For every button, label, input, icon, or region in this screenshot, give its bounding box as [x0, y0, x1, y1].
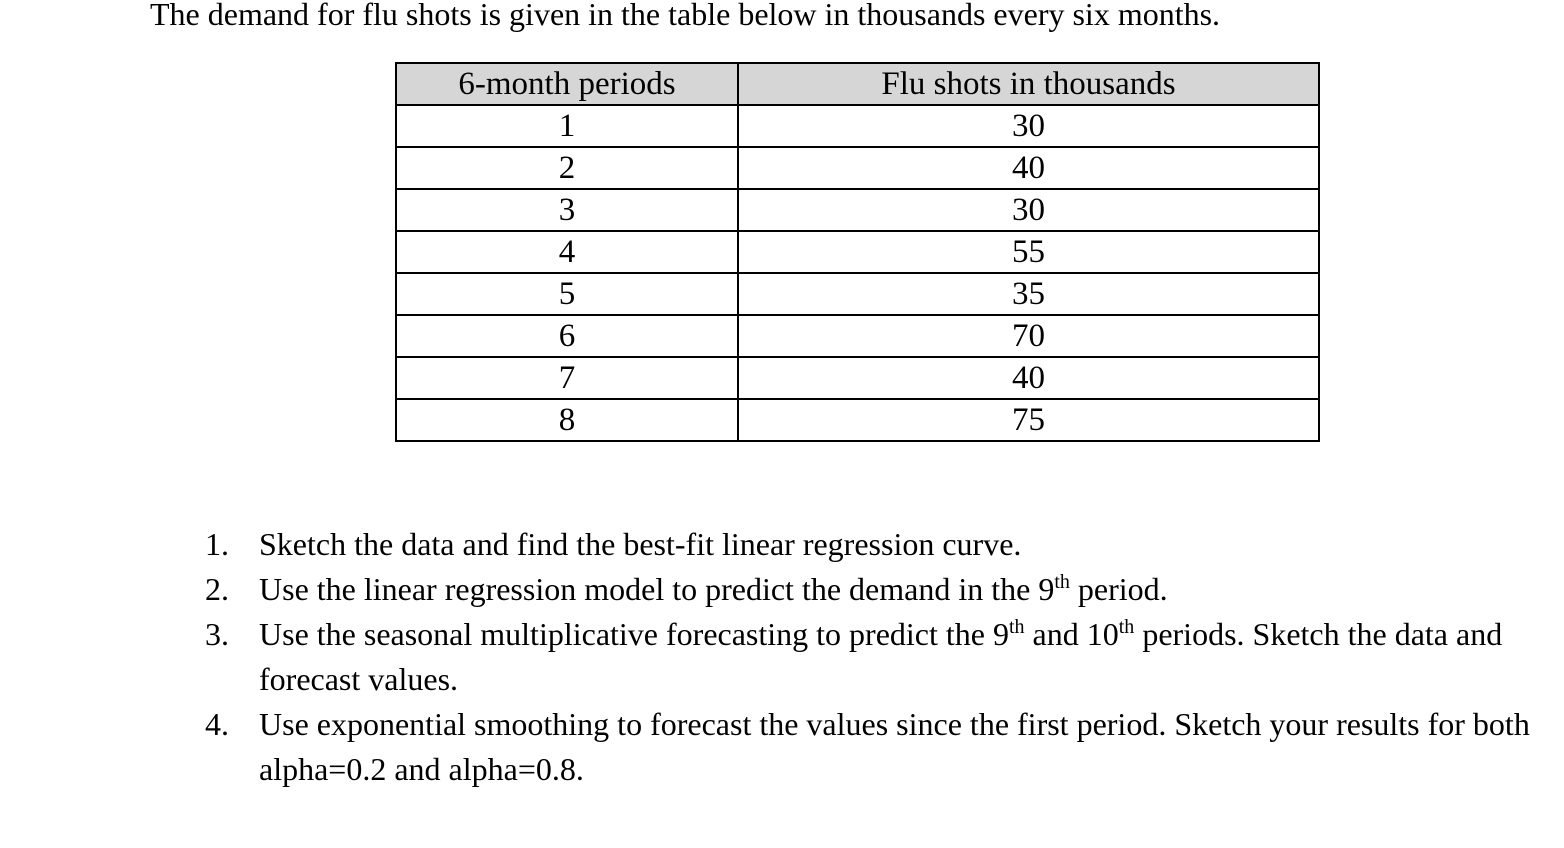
question-text: periods. Sketch the data and forecast values. [259, 616, 1503, 697]
flu-shots-cell: 55 [738, 231, 1319, 273]
question-item [200, 522, 1545, 567]
question-number: 4. [205, 706, 229, 742]
table-row [396, 273, 1319, 315]
flu-shots-cell: 40 [738, 147, 1319, 189]
header-flu-shots: Flu shots in thousands [738, 63, 1319, 105]
period-cell: 1 [396, 105, 738, 147]
flu-shots-cell: 40 [738, 357, 1319, 399]
flu-shots-cell: 30 [738, 105, 1319, 147]
table-row [396, 315, 1319, 357]
flu-shots-cell: 70 [738, 315, 1319, 357]
flu-shots-table [395, 62, 1320, 442]
ordinal-suffix: th [1118, 616, 1135, 638]
period-cell: 8 [396, 399, 738, 441]
question-text: Sketch the data and find the best-fit linear regression curve. [259, 526, 1022, 562]
table-row [396, 105, 1319, 147]
period-cell: 5 [396, 273, 738, 315]
period-cell: 3 [396, 189, 738, 231]
period-cell: 6 [396, 315, 738, 357]
table-row [396, 399, 1319, 441]
question-number: 1. [205, 526, 229, 562]
question-text: and 10 [1024, 616, 1119, 652]
question-text: Use exponential smoothing to forecast the values since the first period. Sketch your results for both alpha=0.2 and alpha=0.8. [259, 706, 1530, 787]
question-number: 3. [205, 616, 229, 652]
question-text: Use the linear regression model to predict the demand in the 9 [259, 571, 1055, 607]
ordinal-suffix: th [1054, 571, 1070, 593]
ordinal-suffix: th [1008, 616, 1025, 638]
intro-text: The demand for flu shots is given in the table below in thousands every six months. [150, 0, 1221, 32]
flu-shots-cell: 30 [738, 189, 1319, 231]
flu-shots-cell: 75 [738, 399, 1319, 441]
question-text: period. [1069, 571, 1168, 607]
question-number: 2. [205, 571, 229, 607]
question-item [200, 612, 1545, 702]
question-text: Use the seasonal multiplicative forecasting to predict the 9 [259, 616, 1009, 652]
table-row [396, 231, 1319, 273]
period-cell: 4 [396, 231, 738, 273]
header-periods: 6-month periods [396, 63, 738, 105]
table-header-row [396, 63, 1319, 105]
question-item [200, 702, 1545, 792]
flu-shots-cell: 35 [738, 273, 1319, 315]
table-row [396, 147, 1319, 189]
questions-list [200, 522, 1545, 792]
period-cell: 2 [396, 147, 738, 189]
question-item [200, 567, 1545, 612]
period-cell: 7 [396, 357, 738, 399]
table-row [396, 189, 1319, 231]
table-row [396, 357, 1319, 399]
